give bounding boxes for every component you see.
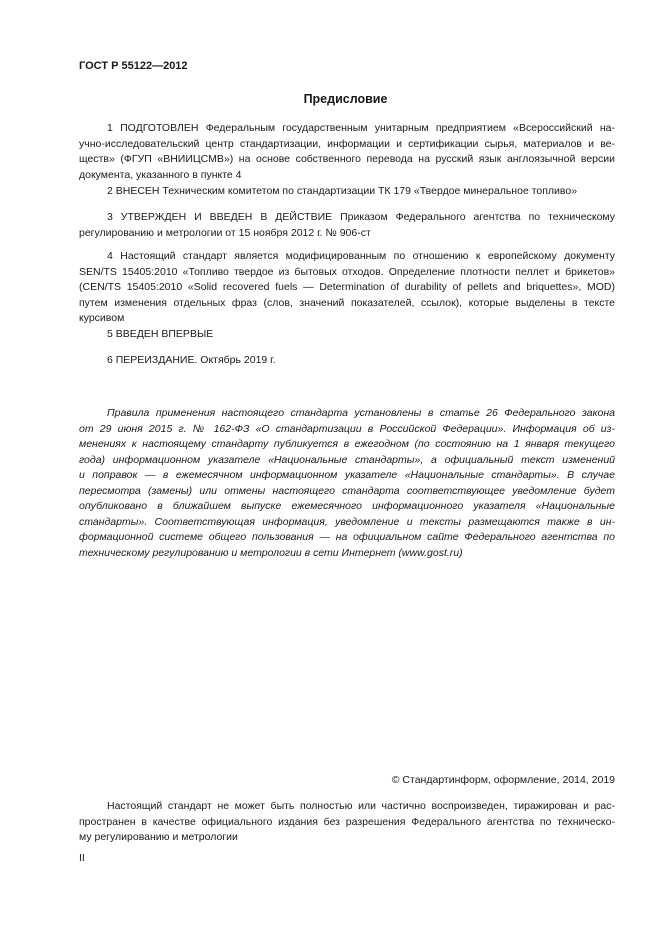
- text-line: ществ» (ФГУП «ВНИИЦСМВ») на основе собственного перевода на русский язык англоязычной версии: [79, 153, 615, 165]
- text-line: от 29 июня 2015 г. № 162-ФЗ «О стандартизации в Российской Федерации». Информация об из-: [79, 422, 615, 435]
- text-line: пересмотра (замены) или отмены настоящего стандарта соответствующее уведомление будет: [79, 484, 615, 497]
- preface-item-1: [79, 121, 615, 183]
- text-line: 2 ВНЕСЕН Техническим комитетом по стандартизации ТК 179 «Твердое минеральное топливо»: [107, 185, 578, 197]
- standard-application-notice: [79, 406, 615, 561]
- preface-item-2: [79, 184, 615, 200]
- text-line: учно-исследовательский центр стандартизации, информации и сертификации сырья, материалов и ве-: [79, 137, 615, 150]
- text-line: пространен в качестве официального издания без разрешения Федерального агентства по техническо-: [79, 815, 615, 828]
- text-line: и поправок — в ежемесячном информационном указателе «Национальные стандарты». В случае: [79, 469, 615, 481]
- text-line: опубликовано в ближайшем выпуске ежемесячного информационного указателя «Национальные: [79, 500, 615, 512]
- text-line: му регулированию и метрологии: [79, 831, 238, 843]
- text-line: 6 ПЕРЕИЗДАНИЕ. Октябрь 2019 г.: [107, 354, 276, 366]
- text-line: формационной системе общего пользования — на официальном сайте Федерального агентства по: [79, 531, 615, 543]
- preface-item-5: [79, 327, 615, 343]
- text-line: менениях к настоящему стандарту публикуется в ежегодном (по состоянию на 1 января текущего: [79, 438, 615, 450]
- text-line: документа, указанного в пункте 4: [79, 168, 242, 181]
- text-line: 3 УТВЕРЖДЕН И ВВЕДЕН В ДЕЙСТВИЕ Приказом Федерального агентства по техническому: [107, 211, 615, 223]
- preface-title: Предисловие: [303, 92, 388, 106]
- text-line: 4 Настоящий стандарт является модифицированным по отношению к европейскому документу: [107, 250, 615, 262]
- text-line: 5 ВВЕДЕН ВПЕРВЫЕ: [107, 328, 214, 340]
- document-code: ГОСТ Р 55122—2012: [79, 60, 188, 72]
- text-line: Правила применения настоящего стандарта установлены в статье 26 Федерального закона: [107, 407, 615, 419]
- text-line: SEN/TS 15405:2010 «Топливо твердое из бытовых отходов. Определение плотности пеллет и брикетов»: [79, 265, 615, 278]
- text-line: года) информационном указателе «Национальные стандарты», а официальный текст изменений: [79, 453, 615, 466]
- preface-item-6: [79, 353, 615, 369]
- text-line: Настоящий стандарт не может быть полностью или частично воспроизведен, тиражирован и рас-: [107, 800, 615, 812]
- text-line: техническому регулированию и метрологии в сети Интернет (www.gost.ru): [79, 546, 463, 559]
- text-line: регулированию и метрологии от 15 ноября 2012 г. № 906-ст: [79, 226, 371, 239]
- copyright-notice: © Стандартинформ, оформление, 2014, 2019: [391, 774, 615, 786]
- preface-item-3: [79, 210, 615, 241]
- text-line: путем изменения отдельных фраз (слов, значений показателей, ссылок), которые выделены в тексте: [79, 296, 615, 309]
- reproduction-notice: [79, 799, 615, 846]
- text-line: (CEN/TS 15405:2010 «Solid recovered fuels — Determination of durability of pellets and briquettes», MOD): [79, 281, 615, 293]
- text-line: 1 ПОДГОТОВЛЕН Федеральным государственным унитарным предприятием «Всероссийский на-: [107, 122, 615, 134]
- text-line: курсивом: [79, 312, 125, 324]
- page-number: II: [79, 852, 85, 864]
- preface-item-4: [79, 249, 615, 327]
- text-line: стандарты». Соответствующая информация, уведомление и тексты размещаются также в ин-: [79, 515, 615, 528]
